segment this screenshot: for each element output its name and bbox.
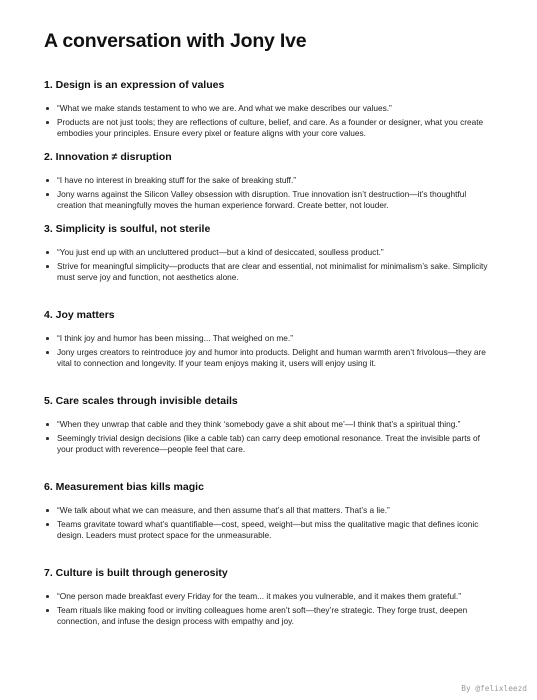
bullet-list [44,247,494,283]
section-3 [44,223,494,283]
body-bullet: Seemingly trivial design decisions (like a cable tab) can carry deep emotional resonance. Treat the invisible parts of your product with reverence—people feel that care. [44,433,494,455]
bullet-list [44,103,494,139]
body-bullet: Jony urges creators to reintroduce joy and humor into products. Delight and human warmth aren’t frivolous—they are vital to connection and longevity. If your team enjoys making it, users will enjoy using it. [44,347,494,369]
section-heading: 3. Simplicity is soulful, not sterile [44,223,211,235]
section-7 [44,567,494,627]
quote-bullet: “We talk about what we can measure, and then assume that’s all that matters. That’s a lie.” [44,505,494,516]
quote-bullet: “I have no interest in breaking stuff for the sake of breaking stuff.” [44,175,494,186]
body-bullet: Team rituals like making food or inviting colleagues home aren’t soft—they’re strategic. They forge trust, deepen connection, and infuse the design process with empathy and joy. [44,605,494,627]
bullet-list [44,175,494,211]
section-1 [44,79,494,139]
bullet-list [44,419,494,455]
section-5 [44,395,494,455]
section-4 [44,309,494,369]
section-6 [44,481,494,541]
section-heading: 7. Culture is built through generosity [44,567,228,579]
section-heading: 5. Care scales through invisible details [44,395,238,407]
page-title: A conversation with Jony Ive [44,30,307,52]
quote-bullet: “You just end up with an uncluttered product—but a kind of desiccated, soulless product.” [44,247,494,258]
section-heading: 1. Design is an expression of values [44,79,225,91]
quote-bullet: “One person made breakfast every Friday for the team... it makes you vulnerable, and it makes them grateful.” [44,591,494,602]
quote-bullet: “When they unwrap that cable and they think ‘somebody gave a shit about me’—I think that’s a spiritual thing.” [44,419,494,430]
body-bullet: Products are not just tools; they are reflections of culture, belief, and care. As a founder or designer, what you create embodies your principles. Ensure every pixel or feature aligns with your core values. [44,117,494,139]
section-2 [44,151,494,211]
bullet-list [44,591,494,627]
body-bullet: Jony warns against the Silicon Valley obsession with disruption. True innovation isn’t destruction—it’s thoughtful creation that meaningfully moves the human experience forward. Create better, not louder. [44,189,494,211]
document-page [44,30,494,630]
quote-bullet: “I think joy and humor has been missing... That weighed on me.” [44,333,494,344]
quote-bullet: “What we make stands testament to who we are. And what we make describes our values.” [44,103,494,114]
section-heading: 6. Measurement bias kills magic [44,481,204,493]
bullet-list [44,333,494,369]
body-bullet: Teams gravitate toward what’s quantifiable—cost, speed, weight—but miss the qualitative magic that defines iconic design. Leaders must protect space for the unmeasurable. [44,519,494,541]
section-heading: 2. Innovation ≠ disruption [44,151,172,163]
section-heading: 4. Joy matters [44,309,115,321]
bullet-list [44,505,494,541]
author-watermark: By @felixleezd [461,684,527,693]
body-bullet: Strive for meaningful simplicity—products that are clear and essential, not minimalist for minimalism’s sake. Simplicity must serve joy and function, not aesthetics alone. [44,261,494,283]
